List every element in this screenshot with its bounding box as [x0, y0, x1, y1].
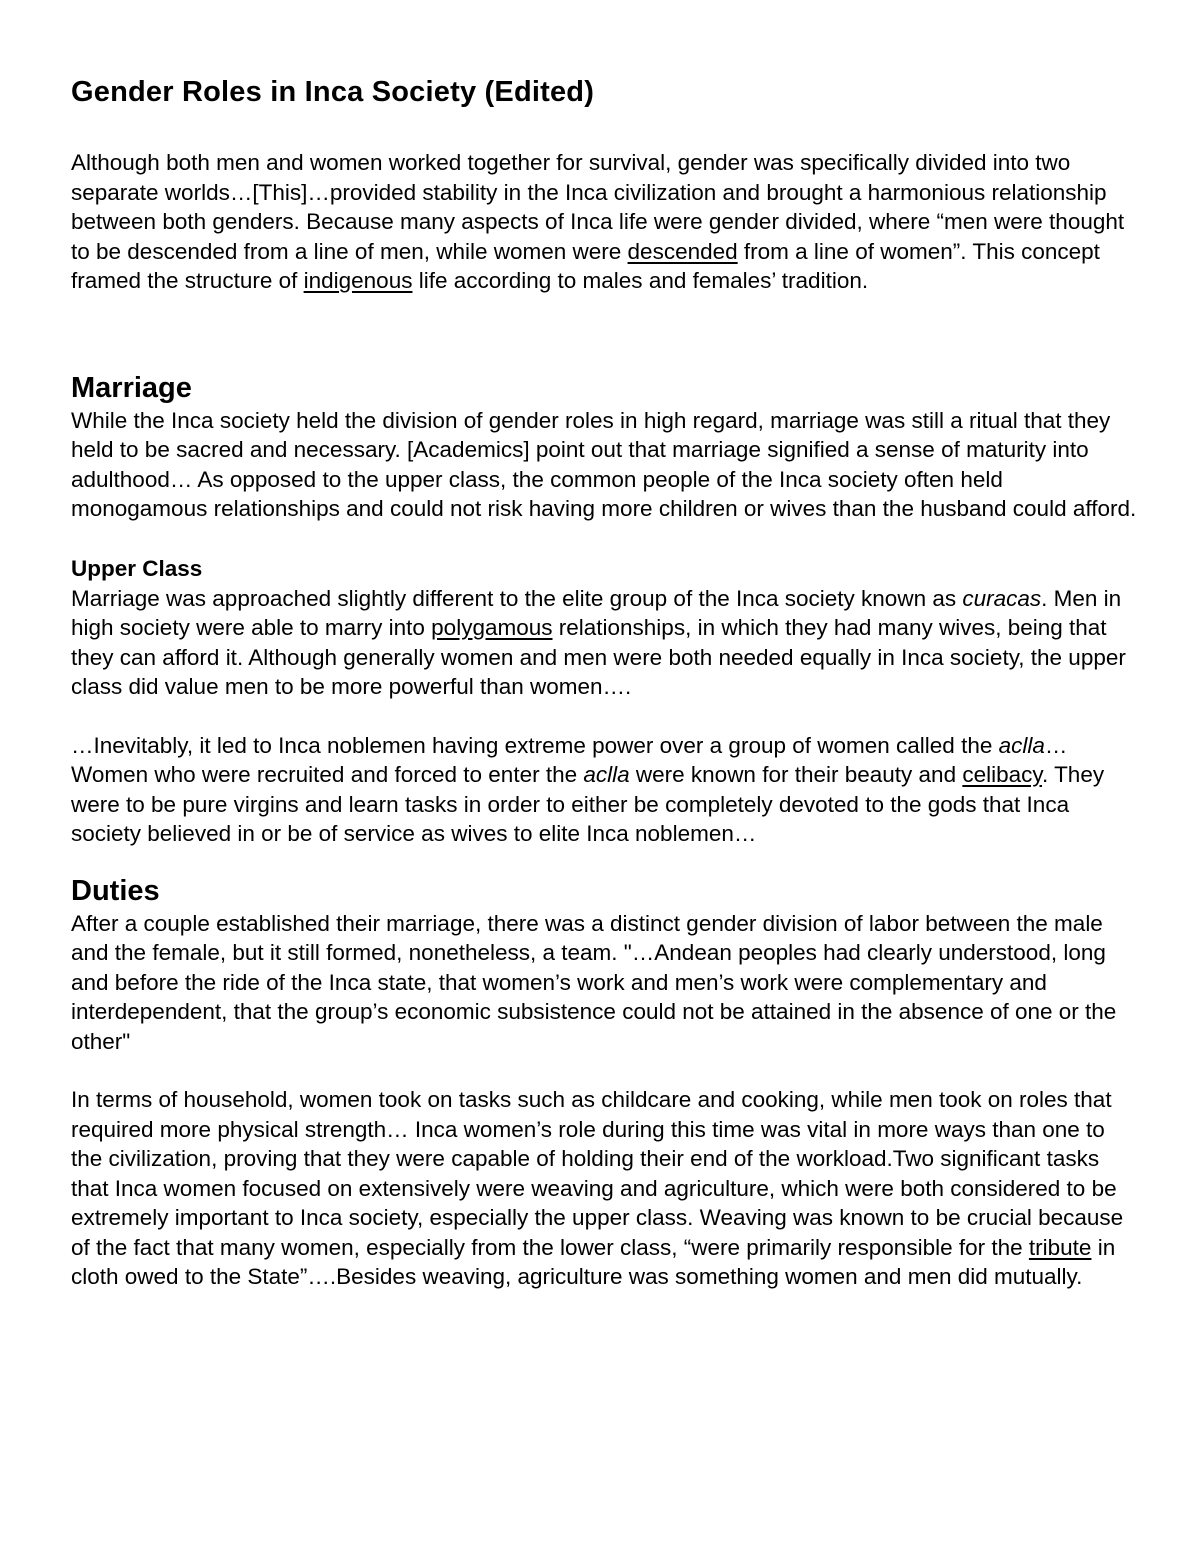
upper-class-paragraph-1 [71, 584, 1141, 702]
italic-term-aclla-2: aclla [583, 762, 630, 787]
upper-class-p2-text-2: … Women who were recruited and forced to enter the [71, 732, 1068, 787]
section-heading-duties: Duties [71, 874, 160, 907]
intro-text-1: Although both men and women worked together for survival, gender was specifically divided into two separate worlds…[This]…provided stability in the Inca civilization and brought a harmonious relationship between both genders. Because many aspects of Inca life were gender divided, where “men were thought to be descended from a line of men, while women were [71, 150, 1125, 264]
upper-class-paragraph-2 [71, 731, 1141, 849]
document-title: Gender Roles in Inca Society (Edited) [71, 76, 595, 108]
duties-paragraph-2 [71, 1085, 1141, 1292]
underlined-term-celibacy: celibacy [962, 762, 1042, 787]
section-heading-marriage: Marriage [71, 371, 192, 404]
italic-term-curacas: curacas [962, 585, 1042, 611]
upper-class-p1-text-3: relationships, in which they had many wives, being that they can afford it. Although generally women and men were both needed equally in Inca society, the upper class did value men to be more powerful than women…. [71, 615, 1126, 699]
underlined-term-tribute: tribute [1028, 1234, 1092, 1260]
intro-text-2: from a line of women”. This concept framed the structure of [71, 238, 1100, 293]
underlined-term-polygamous: polygamous [431, 615, 553, 640]
marriage-paragraph: While the Inca society held the division of gender roles in high regard, marriage was still a ritual that they held to be sacred and necessary. [Academics] point out that marriage signified a sense of maturity into adulthood… As opposed to the upper class, the common people of the Inca society often held monogamous relationships and could not risk having more children or wives than the husband could afford. [71, 407, 1137, 521]
intro-paragraph [71, 148, 1141, 296]
upper-class-p2-text-3: were known for their beauty and [629, 762, 963, 787]
upper-class-p2-text-4: . They were to be pure virgins and learn tasks in order to either be completely devoted to the gods that Inca society believed in or be of service as wives to elite Inca noblemen… [71, 762, 1105, 846]
italic-term-aclla-1: aclla [998, 732, 1045, 758]
upper-class-p2-text-1: …Inevitably, it led to Inca noblemen having extreme power over a group of women called the [71, 732, 999, 758]
upper-class-p1-text-1: Marriage was approached slightly different to the elite group of the Inca society known as [71, 585, 963, 611]
document-body [71, 72, 1141, 1292]
duties-p2-text-2: in cloth owed to the State”….Besides weaving, agriculture was something women and men did mutually. [71, 1234, 1116, 1289]
duties-p2-text-1: In terms of household, women took on tasks such as childcare and cooking, while men took on roles that required more physical strength… Inca women’s role during this time was vital in more ways than one to the civilization, proving that they were capable of holding their end of the workload.Two significant tasks that Inca women focused on extensively were weaving and agriculture, which were both considered to be extremely important to Inca society, especially the upper class. Weaving was known to be crucial because of the fact that many women, especially from the lower class, “were primarily responsible for the [71, 1087, 1124, 1260]
underlined-term-descended: descended [627, 238, 738, 264]
upper-class-p1-text-2: . Men in high society were able to marry into [71, 585, 1122, 640]
subsection-heading-upper-class: Upper Class [71, 555, 203, 581]
intro-text-3: life according to males and females’ tradition. [412, 268, 869, 293]
underlined-term-indigenous: indigenous [303, 268, 413, 293]
duties-paragraph-1: After a couple established their marriage, there was a distinct gender division of labor between the male and the female, but it still formed, nonetheless, a team. "…Andean peoples had clearly understood, long and before the ride of the Inca state, that women’s work and men’s work were complementary and interdependent, that the group’s economic subsistence could not be attained in the absence of one or the other" [71, 910, 1117, 1054]
